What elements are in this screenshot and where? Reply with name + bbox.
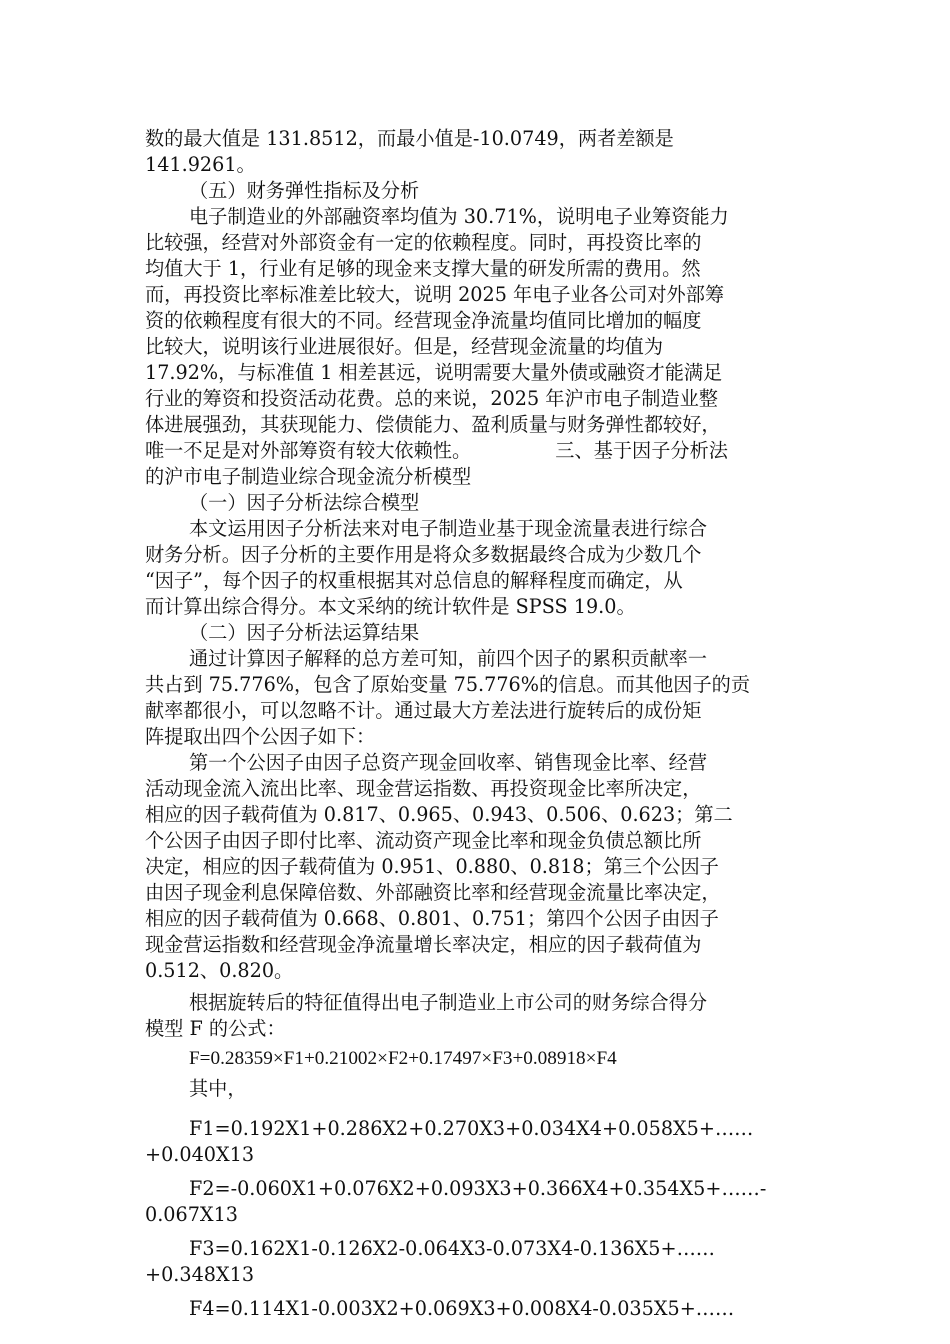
document-page: [145, 126, 805, 1322]
text-line: 献率都很小，可以忽略不计。通过最大方差法进行旋转后的成份矩: [145, 699, 702, 722]
formula-f1-cont: +0.040X13: [145, 1143, 255, 1166]
text-line: 而计算出综合得分。本文采纳的统计软件是 SPSS 19.0。: [145, 595, 636, 618]
text-line: [145, 438, 805, 464]
text-line: 由因子现金利息保障倍数、外部融资比率和经营现金流量比率决定，: [145, 881, 721, 904]
formula-f3-cont: +0.348X13: [145, 1263, 255, 1286]
text-line: 数的最大值是 131.8512，而最小值是-10.0749，两者差额是: [145, 127, 674, 150]
paragraph-start: 电子制造业的外部融资率均值为 30.71%，说明电子业筹资能力: [189, 205, 729, 228]
text-line: 决定，相应的因子载荷值为 0.951、0.880、0.818；第三个公因子: [145, 855, 719, 878]
paragraph-start: 通过计算因子解释的总方差可知，前四个因子的累积贡献率一: [189, 647, 708, 670]
formula-f2-cont: 0.067X13: [145, 1203, 239, 1226]
text-line: 比较强，经营对外部资金有一定的依赖程度。同时，再投资比率的: [145, 231, 702, 254]
paragraph-start: 根据旋转后的特征值得出电子制造业上市公司的财务综合得分: [189, 991, 708, 1014]
section-heading: （五）财务弹性指标及分析: [189, 179, 420, 202]
text-line: 财务分析。因子分析的主要作用是将众多数据最终合成为少数几个: [145, 543, 702, 566]
paragraph-start: 第一个公因子由因子总资产现金回收率、销售现金比率、经营: [189, 751, 708, 774]
chapter-heading-end: 的沪市电子制造业综合现金流分析模型: [145, 465, 472, 488]
formula-f: F=0.28359×F1+0.21002×F2+0.17497×F3+0.08918×F4: [189, 1048, 617, 1069]
formula-f3: F3=0.162X1-0.126X2-0.064X3-0.073X4-0.136X5+……: [189, 1237, 715, 1260]
text-line: 相应的因子载荷值为 0.817、0.965、0.943、0.506、0.623；第二: [145, 803, 733, 826]
text-line: 0.512、0.820。: [145, 959, 294, 982]
text-line: 阵提取出四个公因子如下：: [145, 725, 376, 748]
text-line: 均值大于 1，行业有足够的现金来支撑大量的研发所需的费用。然: [145, 257, 701, 280]
text-line: 模型 F 的公式：: [145, 1017, 286, 1040]
text-line: 活动现金流入流出比率、现金营运指数、再投资现金比率所决定，: [145, 777, 702, 800]
text-line: 其中，: [189, 1077, 247, 1100]
text-line: 现金营运指数和经营现金净流量增长率决定，相应的因子载荷值为: [145, 933, 702, 956]
paragraph-start: 本文运用因子分析法来对电子制造业基于现金流量表进行综合: [189, 517, 708, 540]
text-line: 141.9261。: [145, 153, 256, 176]
section-heading: （一）因子分析法综合模型: [189, 491, 420, 514]
text-line: 相应的因子载荷值为 0.668、0.801、0.751；第四个公因子由因子: [145, 907, 719, 930]
text-line: “因子”，每个因子的权重根据其对总信息的解释程度而确定，从: [145, 569, 683, 592]
text-line: 共占到 75.776%，包含了原始变量 75.776%的信息。而其他因子的贡: [145, 673, 751, 696]
text-segment: 唯一不足是对外部筹资有较大依赖性。: [145, 439, 472, 462]
text-line: 体进展强劲，其获现能力、偿债能力、盈利质量与财务弹性都较好，: [145, 413, 721, 436]
formula-f2: F2=-0.060X1+0.076X2+0.093X3+0.366X4+0.354X5+……-: [189, 1177, 767, 1200]
text-line: 17.92%，与标准值 1 相差甚远，说明需要大量外债或融资才能满足: [145, 361, 723, 384]
text-line: 比较大，说明该行业进展很好。但是，经营现金流量的均值为: [145, 335, 664, 358]
text-line: 而，再投资比率标准差比较大，说明 2025 年电子业各公司对外部筹: [145, 283, 725, 306]
section-heading: （二）因子分析法运算结果: [189, 621, 420, 644]
text-line: 资的依赖程度有很大的不同。经营现金净流量均值同比增加的幅度: [145, 309, 702, 332]
formula-f1: F1=0.192X1+0.286X2+0.270X3+0.034X4+0.058X5+……: [189, 1117, 754, 1140]
formula-f4: F4=0.114X1-0.003X2+0.069X3+0.008X4-0.035X5+……: [189, 1297, 735, 1320]
text-line: 行业的筹资和投资活动花费。总的来说，2025 年沪市电子制造业整: [145, 387, 718, 410]
text-line: 个公因子由因子即付比率、流动资产现金比率和现金负债总额比所: [145, 829, 702, 852]
chapter-heading-start: 三、基于因子分析法: [555, 439, 728, 462]
